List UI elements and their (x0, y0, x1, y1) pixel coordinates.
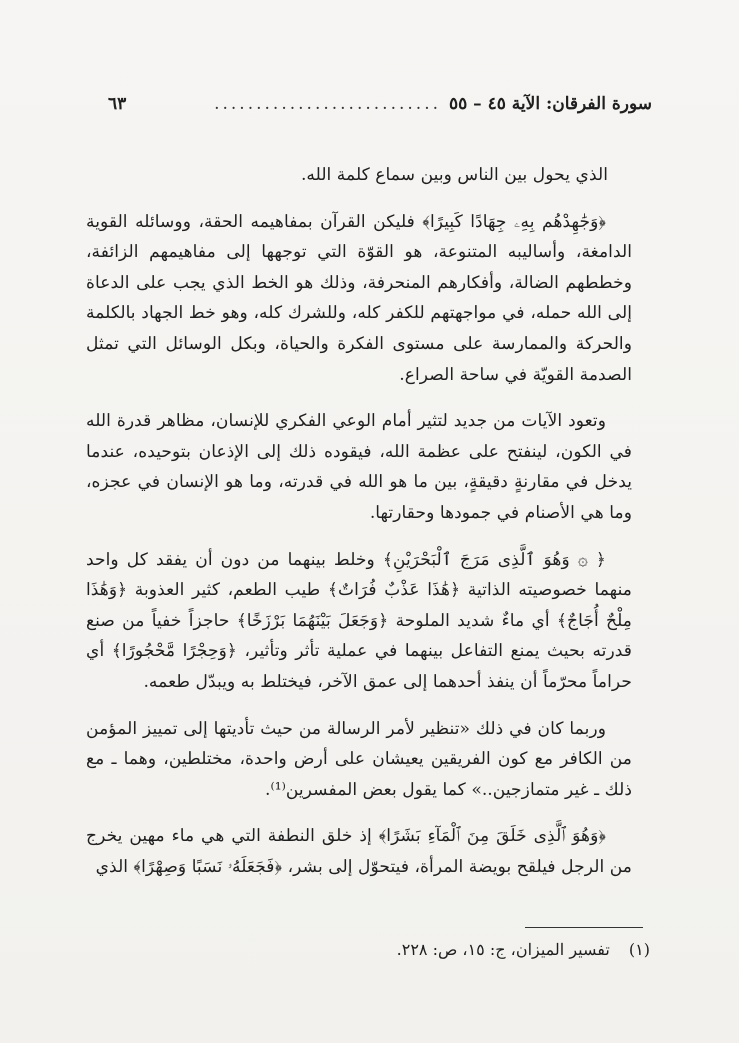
paragraph-3: وتعود الآيات من جديد لتثير أمام الوعي الفكري للإنسان، مظاهر قدرة الله في الكون، لينفتح على عظمة الله، فيقوده ذلك إلى الإذعان بتوحيده، عندما يدخل في مقارنةٍ دقيقةٍ، بين ما هو الله في قدرته، وما هو الإنسان في عجزه، وما هي الأصنام في جمودها وحقارتها. (86, 411, 632, 523)
paragraph-2: ﴿وَجَٰهِدْهُم بِهِۦ جِهَادًا كَبِيرًا﴾ فليكن القرآن بمفاهيمه الحقة، ووسائله القوية الدامغة، وأساليبه المتنوعة، هو القوّة التي توجهها إلى مفاهيمهم الزائفة، وخططهم الضالة، وأفكارهم المنحرفة، وذلك هو الخط الذي يجب على الدعاة إلى الله حمله، في مواجهتهم للكفر كله، وللشرك كله، وهو خط الجهاد بالكلمة والحركة والممارسة على مستوى الفكرة والحياة، وبكل الوسائل التي تمثل الصدمة القويّة في ساحة الصراع. (86, 211, 632, 385)
running-header (108, 94, 652, 124)
footnote-divider (525, 927, 643, 928)
footnote (300, 940, 650, 959)
footnote-text: تفسير الميزان، ج: ١٥، ص: ٢٢٨. (396, 940, 610, 959)
header-leader-dots: ........................... (214, 94, 441, 114)
page-number: ٦٣ (108, 94, 127, 114)
paragraph-4: ﴿ ۞ وَهُوَ ٱلَّذِى مَرَجَ ٱلْبَحْرَيْنِ﴾ وخلط بينهما من دون أن يفقد كل واحد منهما خصوصيته الذاتية ﴿هَٰذَا عَذْبٌ فُرَاتٌ﴾ طيب الطعم، كثير العذوبة ﴿وَهَٰذَا مِلْحٌ أُجَاجٌ﴾ أي ماءٌ شديد الملوحة ﴿وَجَعَلَ بَيْنَهُمَا بَرْزَخًا﴾ حاجزاً خفياً من صنع قدرته بحيث يمنع التفاعل بينهما في عملية تأثر وتأثير، ﴿وَحِجْرًا مَّحْجُورًا﴾ أي حراماً محرّماً أن ينفذ أحدهما إلى عمق الآخر، فيختلط به ويبدّل طعمه. (86, 549, 632, 692)
paragraph-1: الذي يحول بين الناس وبين سماع كلمة الله. (300, 165, 608, 185)
paragraph-5: وربما كان في ذلك «تنظير لأمر الرسالة من حيث تأديتها إلى تمييز المؤمن من الكافر مع كون الفريقين يعيشان على أرض واحدة، مختلطين، وهما ـ مع ذلك ـ غير متمازجين..» كما يقول بعض المفسرين⁽¹⁾. (86, 718, 632, 800)
footnote-number: (١) (628, 940, 650, 959)
body-text (86, 160, 632, 898)
paragraph-6: ﴿وَهُوَ ٱلَّذِى خَلَقَ مِنَ ٱلْمَآءِ بَشَرًا﴾ إذ خلق النطفة التي هي ماء مهين يخرج من الرجل فيلقح بويضة المرأة، فيتحوّل إلى بشر، ﴿فَجَعَلَهُۥ نَسَبًا وَصِهْرًا﴾ الذي (86, 826, 632, 877)
header-title: سورة الفرقان: الآية ٤٥ – ٥٥ (449, 94, 652, 114)
